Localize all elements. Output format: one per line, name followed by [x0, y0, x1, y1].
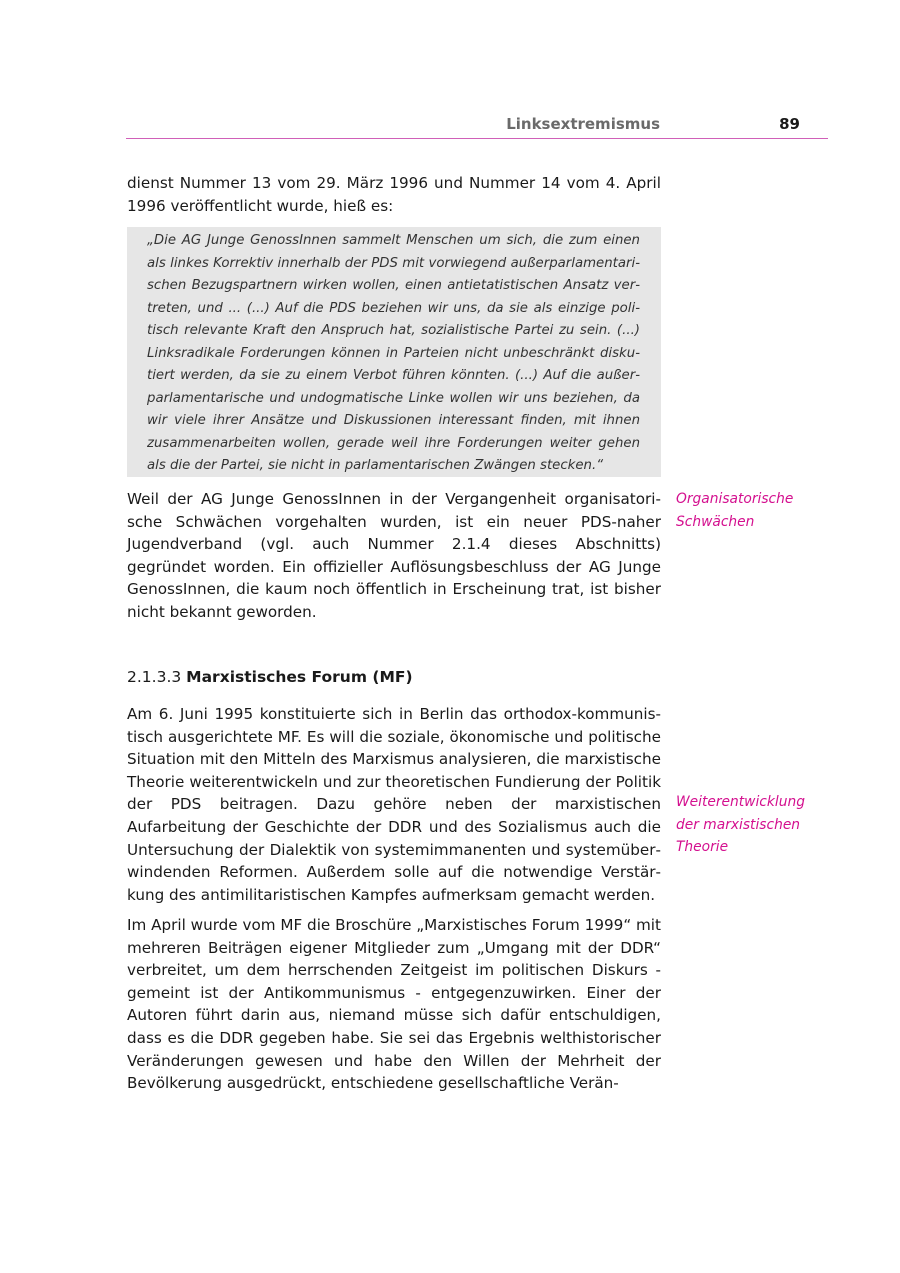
margin-note-theory: Weiterentwicklung der marxistischen Theorie — [676, 794, 805, 856]
quote-box — [127, 227, 661, 477]
quote-text: „Die AG Junge GenossInnen sammelt Menschen um sich, die zum einen als linkes Korrektiv innerhalb der PDS mit vorwiegend außerparlamentarischen Bezugspartnern wirken wollen, einen antietatistischen Ansatz vertreten, und ... (...) Auf die PDS beziehen wir uns, da sie als einzige politisch relevante Kraft den Anspruch hat, sozialistische Partei zu sein. (...) Linksradikale Forderungen können in Parteien nicht unbeschränkt diskutiert werden, da sie zu einem Verbot führen könnten. (...) Auf die außerparlamentarische und undogmatische Linke wollen wir uns beziehen, da wir viele ihrer Ansätze und Diskussionen interessant finden, mit ihnen zusammenarbeiten wollen, gerade weil ihre Forderungen weiter gehen als die der Partei, sie nicht in parlamentarischen Zwängen stecken.“ — [147, 233, 640, 473]
header-title: Linksextremismus — [506, 115, 660, 133]
section-number: 2.1.3.3 — [127, 668, 182, 686]
intro-paragraph: dienst Nummer 13 vom 29. März 1996 und Nummer 14 vom 4. April 1996 veröffentlicht wurde, hieß es: — [127, 174, 661, 215]
paragraph-brochure: Im April wurde vom MF die Broschüre „Marxistisches Forum 1999“ mit mehreren Beiträgen eigener Mitglieder zum „Umgang mit der DDR“ verbreitet, um dem herrschenden Zeitgeist im politischen Diskurs - gemeint ist der Antikommunismus - entgegenzuwirken. Einer der Autoren führt darin aus, niemand müsse sich dafür entschuldigen, dass es die DDR gegeben habe. Sie sei das Ergebnis welthistorischer Veränderungen gewesen und habe den Willen der Mehrheit der Bevölkerung ausgedrückt, entschiedene gesellschaftliche Verän- — [127, 916, 661, 1093]
section-heading — [127, 666, 661, 688]
paragraph-mf-founding: Am 6. Juni 1995 konstituierte sich in Berlin das orthodox-kommunistisch ausgerichtete MF. Es will die soziale, ökonomische und politische Situation mit den Mitteln des Marxismus analysieren, die marxistische Theorie weiterentwickeln und zur theoretischen Fundierung der Politik der PDS beitragen. Dazu gehöre neben der marxistischen Aufarbeitung der Geschichte der DDR und des Sozialismus auch die Untersuchung der Dialektik von systemimmanenten und systemüberwindenden Reformen. Außerdem solle auf die notwendige Verstärkung des antimilitaristischen Kampfes aufmerksam gemacht werden. — [127, 705, 661, 904]
margin-note-organisation: Organisatorische Schwächen — [676, 491, 794, 530]
page-number: 89 — [779, 115, 800, 133]
paragraph-organisation: Weil der AG Junge GenossInnen in der Vergangenheit organisatorische Schwächen vorgehalten wurden, ist ein neuer PDS-naher Jugendverband (vgl. auch Nummer 2.1.4 dieses Abschnitts) gegründet worden. Ein offizieller Auflösungsbeschluss der AG Junge GenossInnen, die kaum noch öffentlich in Erscheinung trat, ist bisher nicht bekannt geworden. — [127, 490, 661, 621]
section-title: Marxistisches Forum (MF) — [186, 668, 413, 686]
header-rule — [126, 138, 828, 139]
